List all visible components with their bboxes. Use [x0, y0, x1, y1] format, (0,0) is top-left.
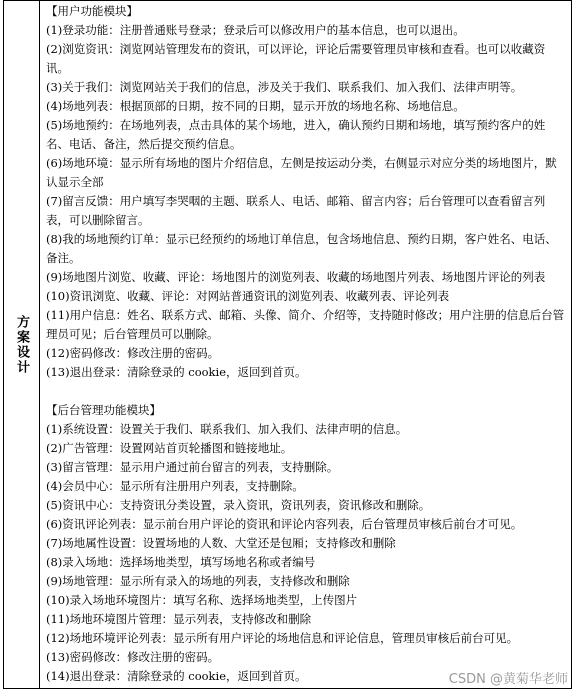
- admin-item: (14)退出登录：清除登录的 cookie，返回到首页。: [46, 669, 307, 683]
- user-item: (3)关于我们：浏览网站关于我们的信息，涉及关于我们、联系我们、加入我们、法律声明等。: [46, 80, 523, 94]
- user-item: (10)资讯浏览、收藏、评论：对网站普通资讯的浏览列表、收藏列表、评论列表: [46, 289, 450, 303]
- user-item: (9)场地图片浏览、收藏、评论：场地图片的浏览列表、收藏的场地图片列表、场地图片评论的列表: [46, 270, 546, 284]
- label-cell: [4, 1, 40, 688]
- admin-item: (4)会员中心：显示所有注册用户列表，支持删除。: [46, 479, 304, 493]
- admin-section-title: 【后台管理功能模块】: [46, 403, 161, 417]
- admin-item: (1)系统设置：设置关于我们、联系我们、加入我们、法律声明的信息。: [46, 422, 408, 436]
- user-item: (1)登录功能：注册普通账号登录；登录后可以修改用户的基本信息，也可以退出。: [46, 23, 465, 37]
- design-table: [3, 0, 572, 689]
- admin-item: (11)场地环境图片管理：显示列表，支持修改和删除: [46, 612, 312, 626]
- admin-item: (9)场地管理：显示所有录入的场地的列表，支持修改和删除: [46, 574, 350, 588]
- admin-item: (7)场地属性设置：设置场地的人数、大堂还是包厢；支持修改和删除: [46, 536, 396, 550]
- admin-section-list: [46, 420, 567, 686]
- admin-item: (3)留言管理：显示用户通过前台留言的列表，支持删除。: [46, 460, 339, 474]
- user-item: (4)场地列表：根据顶部的日期，按不同的日期，显示开放的场地名称、场地信息。: [46, 99, 465, 113]
- admin-item: (2)广告管理：设置网站首页轮播图和链接地址。: [46, 441, 293, 455]
- user-item: (12)密码修改：修改注册的密码。: [46, 346, 220, 360]
- admin-item: (10)录入场地环境图片：填写名称、选择场地类型，上传图片: [46, 593, 358, 607]
- admin-item: (12)场地环境评论列表：显示所有用户评论的场地信息和评论信息，管理员审核后前台可见。: [46, 631, 519, 645]
- user-section-list: [46, 21, 567, 382]
- user-item: (6)场地环境：显示所有场地的图片介绍信息，左侧是按运动分类，右侧显示对应分类的场地图片，默认显示全部: [46, 156, 557, 189]
- user-item: (13)退出登录：清除登录的 cookie，返回到首页。: [46, 365, 307, 379]
- user-item: (7)留言反馈：用户填写李哭咽的主题、联系人、电话、邮箱、留言内容；后台管理可以查看留言列表，可以删除留言。: [46, 194, 546, 227]
- user-item: (2)浏览资讯：浏览网站管理发布的资讯，可以评论，评论后需要管理员审核和查看。也可以收藏资讯。: [46, 42, 546, 75]
- admin-item: (6)资讯评论列表：显示前台用户评论的资讯和评论内容列表，后台管理员审核后前台才可见。: [46, 517, 523, 531]
- admin-item: (8)录入场地：选择场地类型，填写场地名称或者编号: [46, 555, 316, 569]
- content-cell: [40, 1, 571, 688]
- user-section-title: 【用户功能模块】: [46, 4, 138, 18]
- user-item: (5)场地预约：在场地列表，点击具体的某个场地，进入，确认预约日期和场地，填写预约客户的姓名、电话、备注，然后提交预约信息。: [46, 118, 546, 151]
- watermark-text: CSDN @黄菊华老师: [448, 672, 568, 687]
- user-item: (8)我的场地预约订单：显示已经预约的场地订单信息，包含场地信息、预约日期，客户姓名、电话、备注。: [46, 232, 557, 265]
- admin-item: (5)资讯中心：支持资讯分类设置，录入资讯，资讯列表，资讯修改和删除。: [46, 498, 431, 512]
- user-item: (11)用户信息：姓名、联系方式、邮箱、头像、简介、介绍等，支持随时修改；用户注册的信息后台管理员可见；后台管理员可以删除。: [46, 308, 565, 341]
- admin-item: (13)密码修改：修改注册的密码。: [46, 650, 220, 664]
- section-label: 方案设计: [14, 314, 29, 375]
- section-gap: [46, 382, 567, 401]
